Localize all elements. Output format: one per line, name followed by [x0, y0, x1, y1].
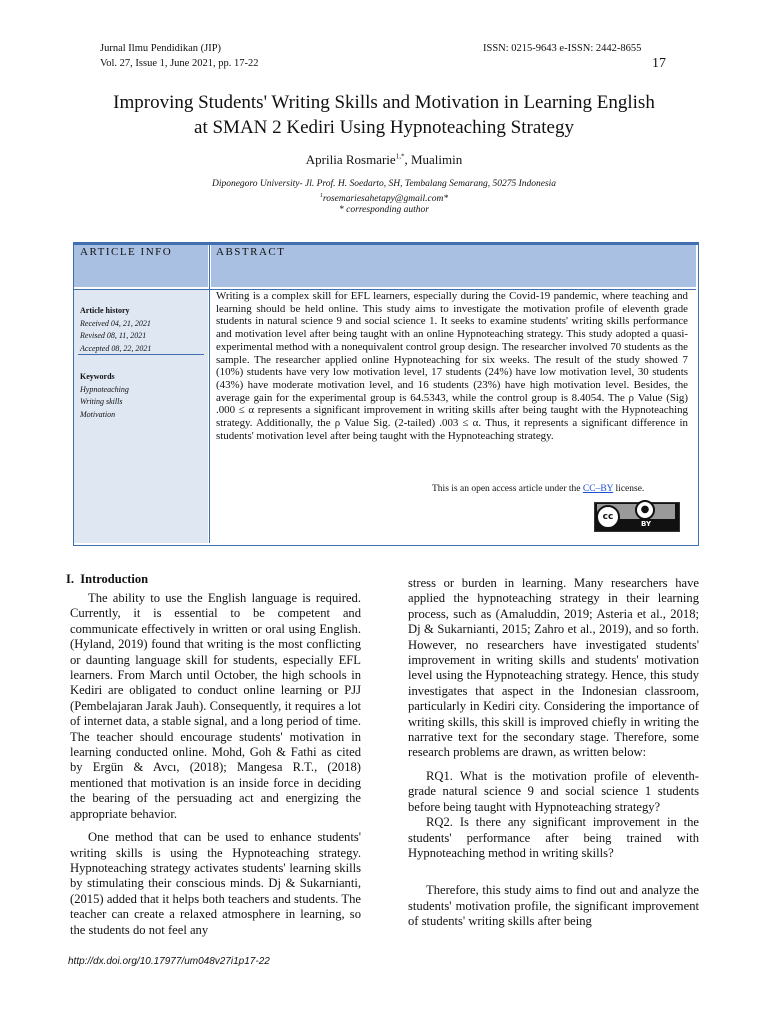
email-sup: 1 — [319, 192, 323, 199]
keyword: Writing skills — [80, 397, 123, 406]
section-heading — [66, 572, 148, 587]
doi-link[interactable]: http://dx.doi.org/10.17977/um048v27i1p17-22 — [68, 956, 270, 967]
article-history-label: Article history — [80, 306, 130, 315]
affiliation — [0, 179, 768, 217]
cc-by-link[interactable]: CC–BY — [582, 484, 614, 494]
journal-name: Jurnal Ilmu Pendidikan (JIP) — [100, 43, 222, 54]
section-number: I. — [66, 572, 74, 586]
left-column — [70, 591, 361, 938]
revised-date: Revised 08, 11, 2021 — [80, 331, 147, 340]
author-1: Aprilia Rosmarie — [305, 152, 396, 167]
keywords-label: Keywords — [80, 372, 115, 381]
author-2: , Mualimin — [404, 152, 463, 167]
intro-paragraph-3: stress or burden in learning. Many researchers have applied the hypnoteaching strategy in their learning process, such as (Amaluddin, 2019; Asteria et al., 2018; Dj & Sukarnianti, 2015; Zahro et al., 2019), and so forth. However, no researchers have investigated students' improvement in writing skills and students' motivation level using the Hypnoteaching strategy. Hence, this study investigates that aspect in the Indonesian classroom, particularly in Kediri city. Considering the importance of writing skills, this skill is improved chiefly in writing the narrative text for the secondary stage. Therefore, some research problems are drawn, as written below: — [408, 576, 699, 760]
article-history — [80, 305, 151, 355]
author-email[interactable]: rosemariesahetapy@gmail.com* — [322, 193, 449, 204]
paper-title — [40, 90, 728, 140]
research-question-1: RQ1. What is the motivation profile of eleventh-grade natural science 9 and social science 1 students before being taught with Hypnoteaching strategy? — [408, 768, 699, 814]
section-title: Introduction — [80, 572, 149, 586]
keyword: Hypnoteaching — [80, 384, 129, 394]
author-1-sup: 1,* — [395, 152, 405, 161]
box-column-divider — [209, 243, 210, 543]
license-suffix: license. — [613, 484, 645, 494]
abstract-text: Writing is a complex skill for EFL learners, especially during the Covid-19 pandemic, where teaching and learning should be held online. This study aims to investigate the motivation profile of eleventh grade students in natural science 9 and social science 1. It seeks to examine students' writing skills performance and motivation level after being taught with an online Hypnoteaching strategy. This study adopted a quasi-experimental method with a nonequivalent control group design. The researcher involved 70 students as the sample. The researcher applied online Hypnoteaching for six weeks. The result of the study showed 7 (10%) students have very low motivation level, 17 students (24%) have low motivation level, 30 students (43%) have moderate motivation level, and 16 students (23%) have high motivation level. Besides, the average gain for the experimental group is 64.5343, while the control group is 8.4054. The ρ Value (Sig) .000 ≤ α represents a significant improvement in writing skills after being taught with the Hypnoteaching strategy. Additionally, the ρ Value Sig. (2-tailed) .003 ≤ α. Thus, it represents a significant difference in students' motivation level after being taught with the Hypnoteaching strategy. — [216, 290, 688, 442]
accepted-date: Accepted 08, 22, 2021 — [80, 343, 152, 353]
title-line-1: Improving Students' Writing Skills and Motivation in Learning English — [113, 92, 655, 113]
authors — [0, 152, 768, 168]
issn: ISSN: 0215-9643 e-ISSN: 2442-8655 — [483, 43, 642, 54]
intro-paragraph-1: The ability to use the English language is required. Currently, it is essential to be competent and communicate effectively in written or oral using English. (Hyland, 2019) found that writing is the most conflicting or daunting language skill for students, especially EFL learners. From March until October, the high schools in Kediri are obligated to conduct online learning or PJJ (Pembelajaran Jarak Jauh). Consequently, it requires a lot of internet data, a stable signal, and a long period of time. The teacher should encourage students' motivation in learning conducted online. Mohd, Goh & Fathi as cited by Ergün & Avcı, (2018); Mangesa R.T., (2018) mentioned that motivation is an inside force in deciding the bearing of the persuading act and energizing the appropriate behavior. — [70, 591, 361, 821]
intro-paragraph-4: Therefore, this study aims to find out and analyze the students' motivation profile, the significant improvement of students' writing skills after being — [408, 883, 699, 929]
license-note — [432, 484, 644, 494]
journal-volume: Vol. 27, Issue 1, June 2021, pp. 17-22 — [100, 58, 259, 69]
attribution-person-icon: ● — [635, 500, 655, 520]
abstract-label: ABSTRACT — [216, 246, 286, 258]
keywords — [80, 371, 129, 421]
research-question-2: RQ2. Is there any significant improvement in the students' performance after being trained with Hypnoteaching method in writing skills? — [408, 815, 699, 860]
title-line-2: at SMAN 2 Kediri Using Hypnoteaching Strategy — [194, 117, 574, 138]
keyword: Motivation — [80, 409, 116, 419]
affiliation-address: Diponegoro University- Jl. Prof. H. Soedarto, SH, Tembalang Semarang, 50275 Indonesia — [211, 179, 557, 189]
right-column — [408, 576, 699, 930]
article-info-label: ARTICLE INFO — [80, 246, 173, 258]
license-prefix: This is an open access article under the — [432, 484, 583, 494]
box-top-rule — [73, 242, 698, 245]
intro-paragraph-2: One method that can be used to enhance students' writing skills is using the Hypnoteaching strategy. Hypnoteaching strategy activates students' learning skills by stimulating their conscious minds. Dj & Sukarnianti, (2015) added that it helps both teachers and students. The teacher can create a relaxed atmosphere in learning, so the students do not feel any — [70, 830, 361, 937]
cc-icon: cc — [596, 505, 620, 529]
page-number: 17 — [652, 56, 666, 71]
cc-by-text: BY — [641, 520, 652, 528]
received-date: Received 04, 21, 2021 — [80, 318, 151, 328]
corresponding-note: * corresponding author — [339, 205, 429, 216]
